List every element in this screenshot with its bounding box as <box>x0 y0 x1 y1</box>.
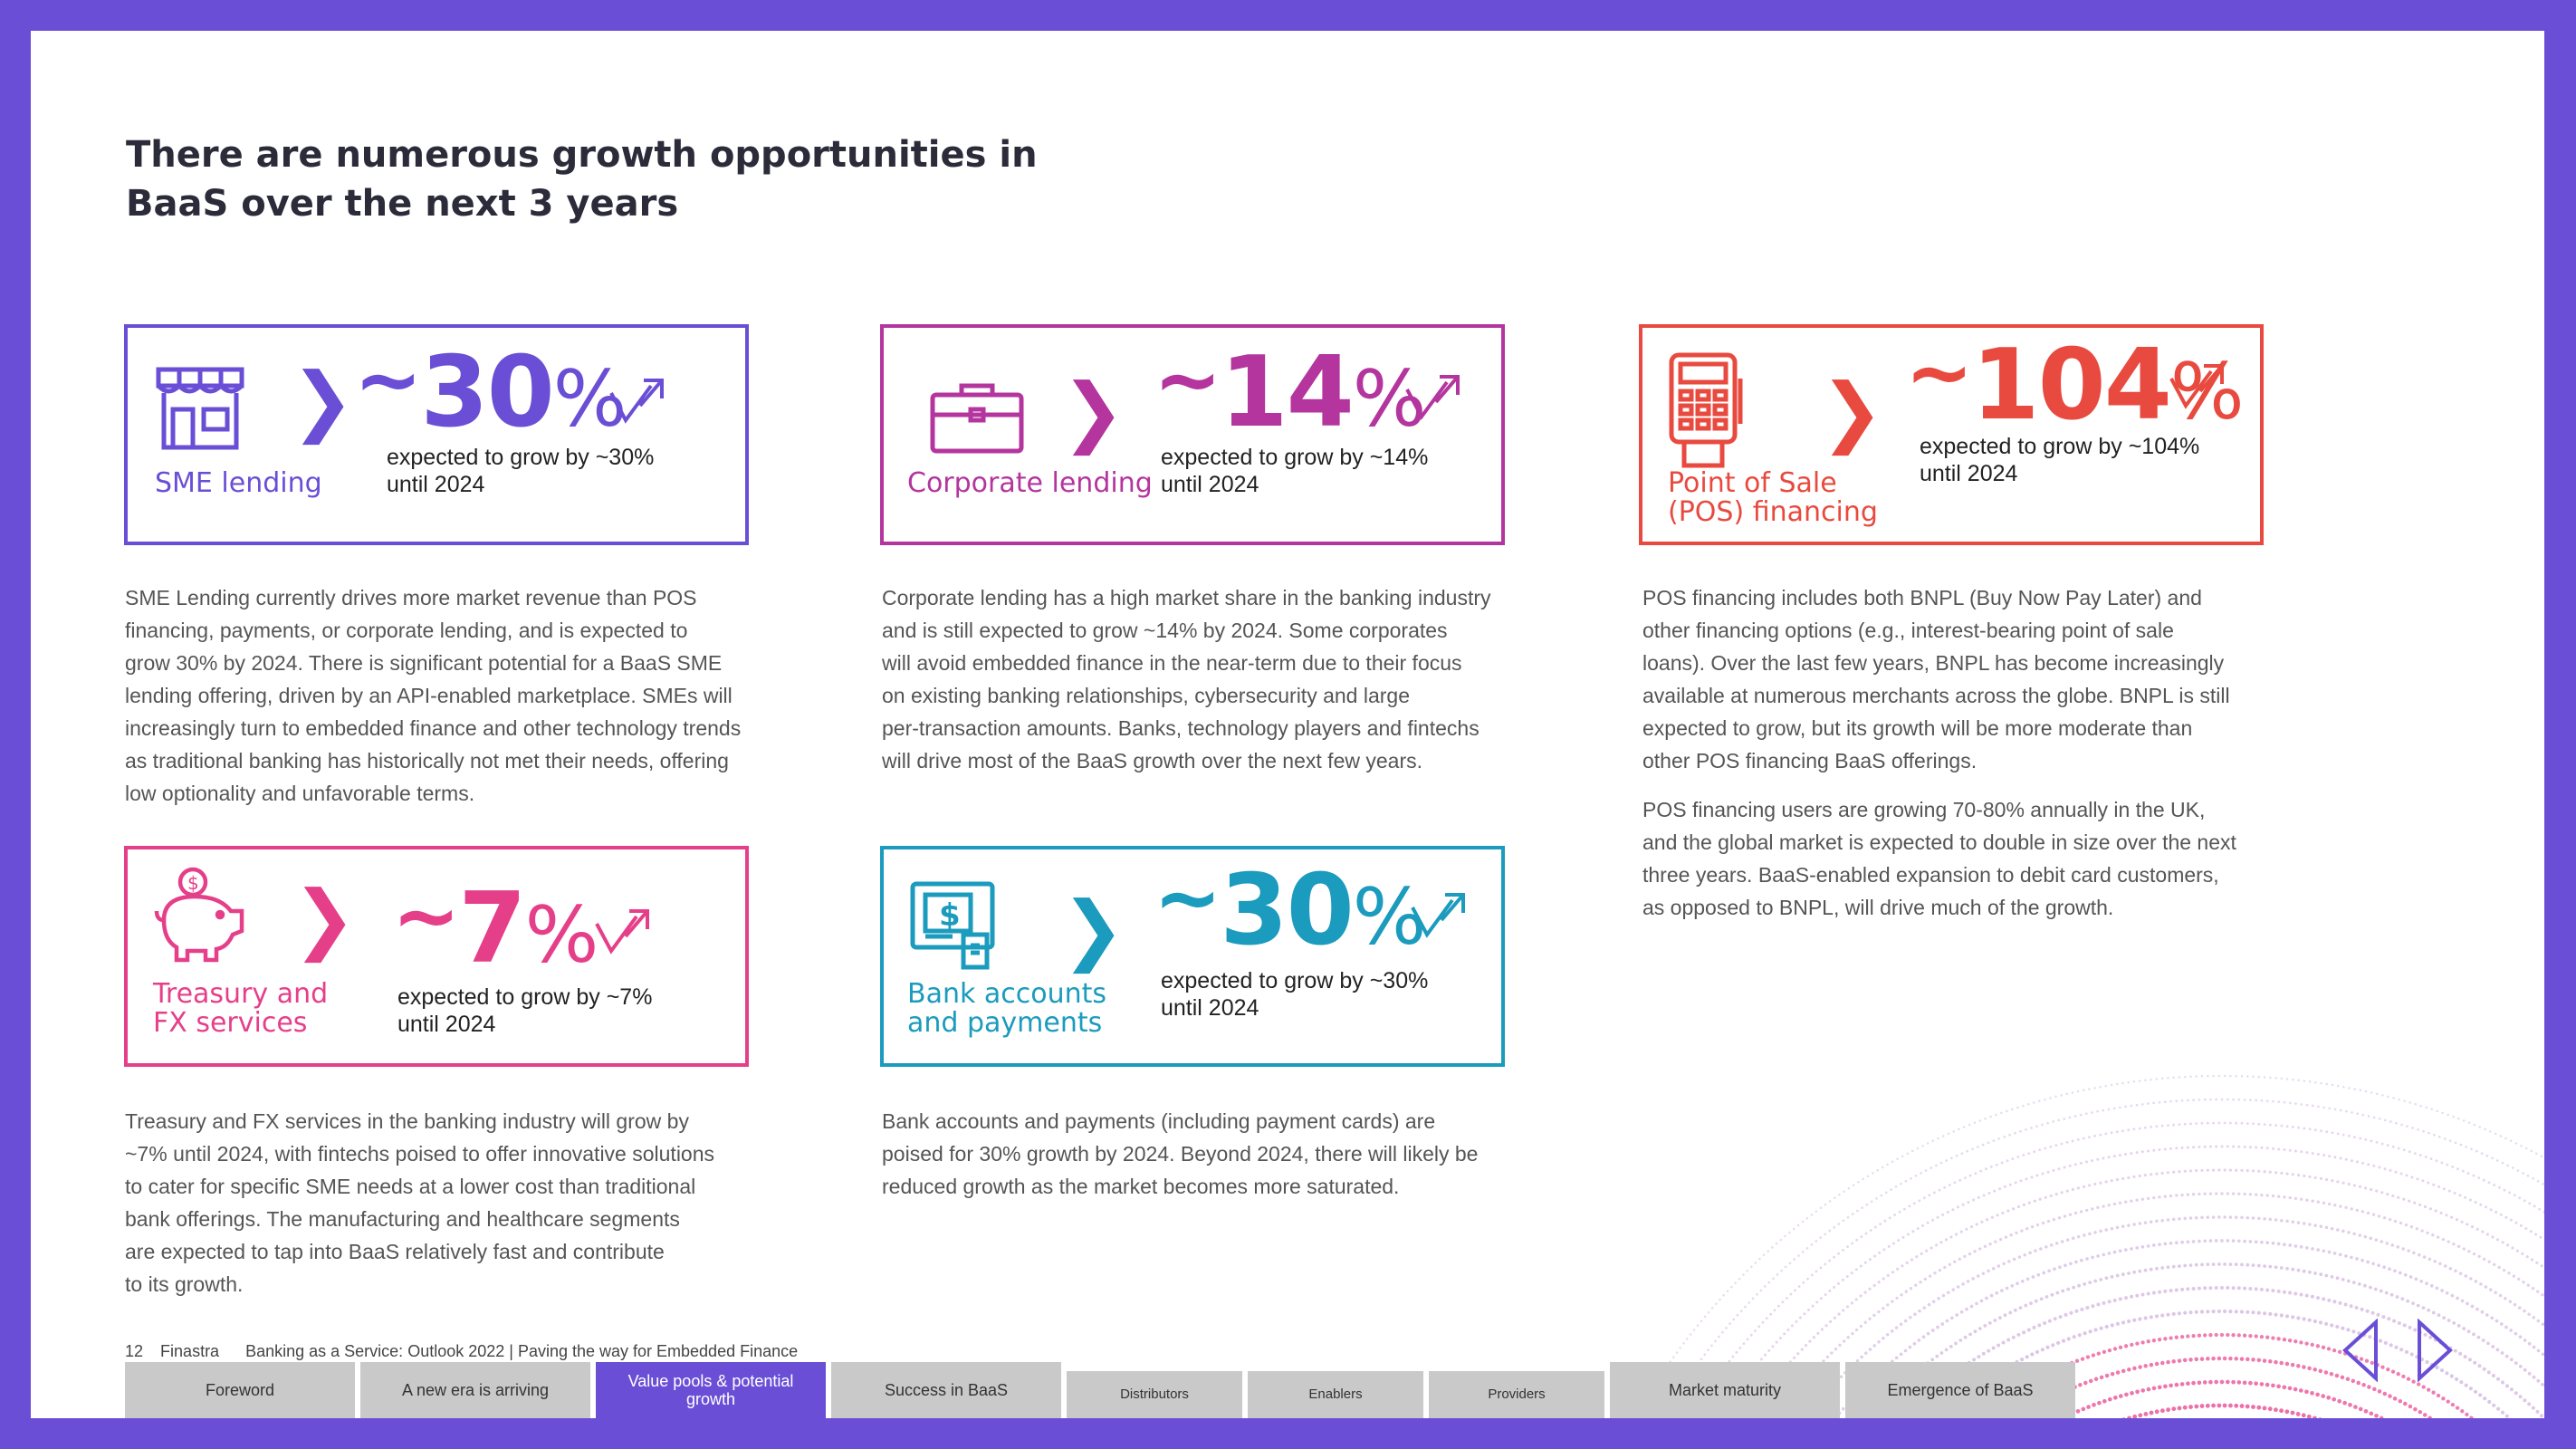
chevron-right-icon: ❯ <box>291 356 355 445</box>
card-corporate-lending <box>880 324 1505 545</box>
paragraph-bank: Bank accounts and payments (including payment cards) are poised for 30% growth by 2024. Beyond 2024, there will likely be reduced growth as the market becomes more saturated. <box>882 1109 1479 1198</box>
trend-up-icon <box>593 904 662 958</box>
storefront-icon <box>153 360 247 451</box>
chevron-right-icon: ❯ <box>1061 367 1125 456</box>
chevron-right-icon: ❯ <box>292 874 357 963</box>
page-title: There are numerous growth opportunities in BaaS over the next 3 years <box>126 134 1038 225</box>
growth-value: ~30% <box>354 332 626 449</box>
trend-up-icon <box>2168 359 2236 413</box>
pos-terminal-icon <box>1666 351 1744 473</box>
chevron-right-icon: ❯ <box>1061 885 1125 974</box>
next-page-icon[interactable] <box>2414 1319 2456 1382</box>
growth-value: ~104% <box>1905 325 2243 442</box>
piggy-bank-icon <box>151 864 251 964</box>
tab-foreword[interactable]: Foreword <box>125 1362 355 1418</box>
tab-enablers[interactable]: Enablers <box>1248 1371 1423 1418</box>
growth-value: ~14% <box>1154 332 1425 449</box>
tab-emergence-of-baas[interactable]: Emergence of BaaS <box>1845 1362 2075 1418</box>
svg-text:$: $ <box>187 872 199 894</box>
card-bank-accounts <box>880 846 1505 1067</box>
growth-note: expected to grow by ~7% until 2024 <box>397 984 653 1037</box>
growth-value: ~7% <box>392 868 598 985</box>
growth-note: expected to grow by ~14% until 2024 <box>1161 445 1429 497</box>
paragraph-corporate: Corporate lending has a high market share in the banking industry and is still expected to grow ~14% by 2024. Some corporates will avoid embedded finance in the near-term due to their focus on existing banking relationships, cybersecurity and large per-transaction amounts. Banks, technology players and fintechs will drive most of the BaaS growth over the next few years. <box>882 586 1491 772</box>
trend-up-icon <box>1403 369 1472 424</box>
page <box>31 31 2544 1418</box>
footer-publication: Banking as a Service: Outlook 2022 | Paving the way for Embedded Finance <box>245 1342 799 1360</box>
trend-up-icon <box>608 373 676 427</box>
growth-note: expected to grow by ~30% until 2024 <box>1161 968 1429 1021</box>
svg-text:$: $ <box>939 897 961 934</box>
briefcase-icon <box>929 380 1025 455</box>
card-label: Corporate lending <box>907 467 1153 499</box>
growth-note: expected to grow by ~104% until 2024 <box>1920 434 2200 486</box>
tab-success-in-baas[interactable]: Success in BaaS <box>831 1362 1061 1418</box>
card-label: SME lending <box>155 467 322 499</box>
tab-new-era[interactable]: A new era is arriving <box>360 1362 590 1418</box>
tab-distributors[interactable]: Distributors <box>1067 1371 1242 1418</box>
tab-value-pools[interactable]: Value pools & potential growth <box>596 1362 826 1418</box>
card-label: Point of Sale (POS) financing <box>1668 467 1878 528</box>
chevron-right-icon: ❯ <box>1820 367 1884 456</box>
page-number: 12 <box>125 1342 144 1360</box>
atm-icon <box>907 880 998 971</box>
paragraph-treasury: Treasury and FX services in the banking industry will grow by ~7% until 2024, with fintechs poised to offer innovative solutions to cater for specific SME needs at a lower cost than traditional bank offerings. The manufacturing and healthcare segments are expected to tap into BaaS relatively fast and contribute to its growth. <box>125 1109 715 1296</box>
card-label: Bank accounts and payments <box>907 978 1107 1039</box>
paragraph-sme: SME Lending currently drives more market revenue than POS financing, payments, or corporate lending, and is expected to grow 30% by 2024. There is significant potential for a BaaS SME lending offering, driven by an API-enabled marketplace. SMEs will increasingly turn to embedded finance and other technology trends as traditional banking has historically not met their needs, offering low optionality and unfavorable terms. <box>125 586 742 805</box>
paragraph-pos: POS financing includes both BNPL (Buy Now Pay Later) and other financing options (e.g., interest-bearing point of sale loans). Over the last few years, BNPL has become increasingly available at numerous merchants across the globe. BNPL is still expected to grow, but its growth will be more moderate than other POS financing BaaS offerings. POS financing users are growing 70-80% annually in the UK, and the global market is expected to double in size over the next three years. BaaS-enabled expansion to debit card customers, as opposed to BNPL, will drive much of the growth. <box>1642 586 2236 919</box>
page-footer <box>125 1342 798 1361</box>
trend-up-icon <box>1409 888 1478 942</box>
card-treasury-fx <box>124 846 749 1067</box>
card-pos-financing <box>1639 324 2264 545</box>
card-sme-lending <box>124 324 749 545</box>
growth-note: expected to grow by ~30% until 2024 <box>387 445 655 497</box>
growth-value: ~30% <box>1154 850 1425 967</box>
card-label: Treasury and FX services <box>153 978 329 1039</box>
tab-market-maturity[interactable]: Market maturity <box>1610 1362 1840 1418</box>
tab-providers[interactable]: Providers <box>1429 1371 1604 1418</box>
footer-brand: Finastra <box>160 1342 220 1360</box>
previous-page-icon[interactable] <box>2340 1319 2381 1382</box>
